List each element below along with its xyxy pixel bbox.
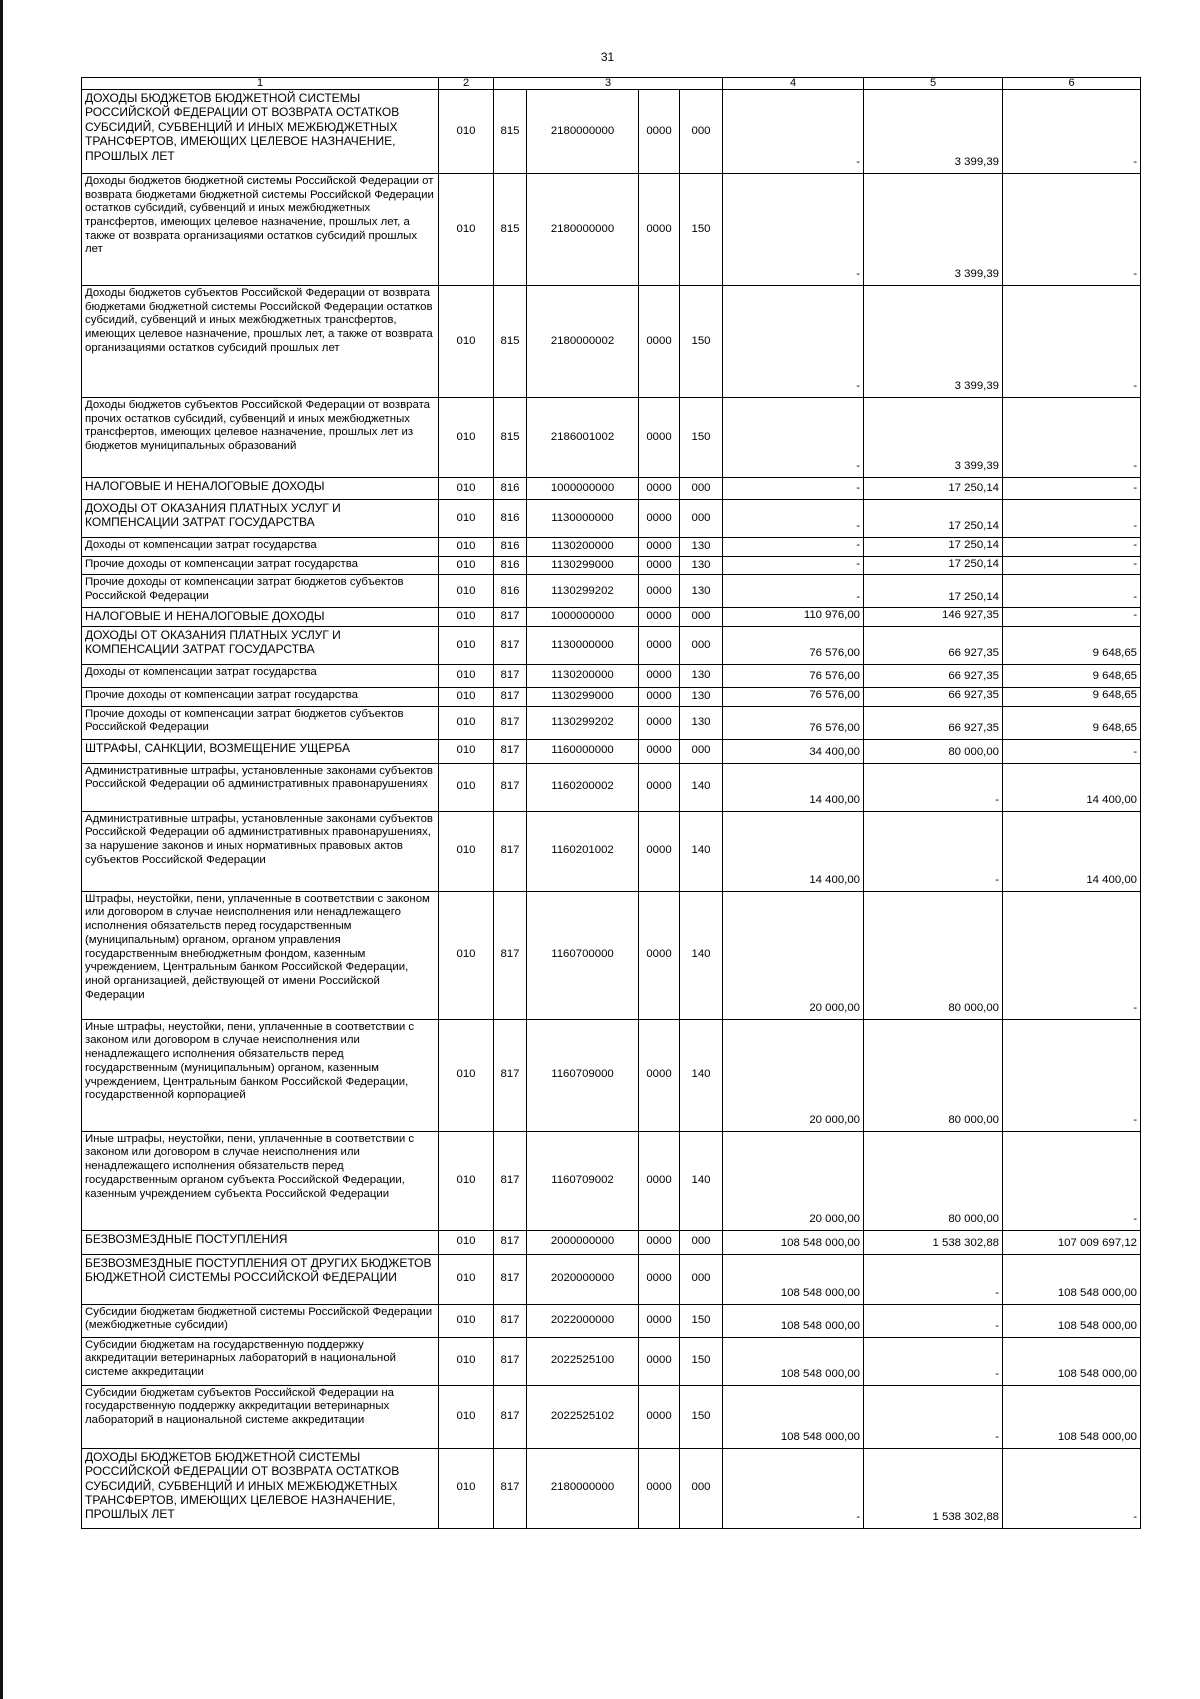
row-col3-d: 150: [680, 398, 723, 478]
row-col2: 010: [439, 1131, 494, 1230]
row-col3-b: 1160201002: [527, 811, 639, 891]
row-value-col4: 110 976,00: [723, 608, 864, 627]
row-col3-d: 140: [680, 763, 723, 811]
row-col3-b: 1160200002: [527, 763, 639, 811]
row-col3-b: 2180000002: [527, 286, 639, 398]
row-name: БЕЗВОЗМЕЗДНЫЕ ПОСТУПЛЕНИЯ: [82, 1230, 439, 1254]
row-value-col6: 108 548 000,00: [1003, 1304, 1141, 1337]
row-col3-a: 817: [494, 763, 527, 811]
scan-left-edge: [0, 0, 3, 1699]
row-value-col6: 9 648,65: [1003, 627, 1141, 665]
row-col2: 010: [439, 1304, 494, 1337]
row-col3-c: 0000: [639, 575, 680, 608]
row-col3-a: 817: [494, 627, 527, 665]
row-value-col5: -: [864, 1385, 1003, 1448]
row-col3-b: 1130299202: [527, 575, 639, 608]
row-col3-c: 0000: [639, 1019, 680, 1131]
row-col3-c: 0000: [639, 1254, 680, 1304]
row-value-col6: 107 009 697,12: [1003, 1230, 1141, 1254]
header-col-6: 6: [1003, 78, 1141, 90]
row-name: ШТРАФЫ, САНКЦИИ, ВОЗМЕЩЕНИЕ УЩЕРБА: [82, 739, 439, 763]
row-value-col6: -: [1003, 1019, 1141, 1131]
row-col3-c: 0000: [639, 500, 680, 538]
row-value-col4: 20 000,00: [723, 1019, 864, 1131]
row-col3-b: 1130299000: [527, 556, 639, 575]
row-value-col4: -: [723, 538, 864, 557]
row-name: Доходы бюджетов субъектов Российской Федерации от возврата бюджетами бюджетной системы Российской Федерации остатков субсидий, субвенций и иных межбюджетных трансфертов, имеющих целевое назначение, прошлых лет, а также от возврата организациями остатков субсидий прошлых лет: [82, 286, 439, 398]
row-col3-b: 2180000000: [527, 90, 639, 174]
row-value-col5: 66 927,35: [864, 688, 1003, 707]
page-number: 31: [600, 50, 615, 64]
revenue-table: [81, 77, 1141, 1529]
row-value-col4: 108 548 000,00: [723, 1254, 864, 1304]
row-col3-b: 1130299202: [527, 706, 639, 739]
row-name: ДОХОДЫ ОТ ОКАЗАНИЯ ПЛАТНЫХ УСЛУГ И КОМПЕНСАЦИИ ЗАТРАТ ГОСУДАРСТВА: [82, 500, 439, 538]
table-row: [82, 627, 1141, 665]
table-row: [82, 1385, 1141, 1448]
row-col3-b: 2022525100: [527, 1337, 639, 1385]
row-value-col6: 14 400,00: [1003, 811, 1141, 891]
row-col3-d: 140: [680, 811, 723, 891]
row-col2: 010: [439, 556, 494, 575]
row-name: Прочие доходы от компенсации затрат государства: [82, 688, 439, 707]
table-row: [82, 891, 1141, 1019]
row-col2: 010: [439, 739, 494, 763]
row-col3-d: 140: [680, 1131, 723, 1230]
row-value-col5: 17 250,14: [864, 575, 1003, 608]
row-value-col6: -: [1003, 575, 1141, 608]
row-value-col6: 108 548 000,00: [1003, 1337, 1141, 1385]
table-row: [82, 665, 1141, 688]
row-name: Доходы бюджетов бюджетной системы Российской Федерации от возврата бюджетами бюджетной системы Российской Федерации остатков субсидий, субвенций и иных межбюджетных трансфертов, имеющих целевое назначение, прошлых лет, а также от возврата организациями остатков субсидий прошлых лет: [82, 174, 439, 286]
row-value-col4: 20 000,00: [723, 891, 864, 1019]
row-value-col4: -: [723, 286, 864, 398]
row-col3-d: 000: [680, 608, 723, 627]
row-value-col6: -: [1003, 398, 1141, 478]
row-col3-d: 000: [680, 1448, 723, 1528]
row-col3-d: 150: [680, 1337, 723, 1385]
row-value-col5: 3 399,39: [864, 286, 1003, 398]
row-col3-b: 1000000000: [527, 608, 639, 627]
row-col2: 010: [439, 286, 494, 398]
row-col3-c: 0000: [639, 286, 680, 398]
row-value-col4: 108 548 000,00: [723, 1385, 864, 1448]
table-row: [82, 763, 1141, 811]
row-col3-b: 1130299000: [527, 688, 639, 707]
table-row: [82, 1337, 1141, 1385]
row-value-col6: -: [1003, 90, 1141, 174]
row-col2: 010: [439, 891, 494, 1019]
row-col3-d: 000: [680, 500, 723, 538]
row-col3-a: 817: [494, 1448, 527, 1528]
row-col3-c: 0000: [639, 688, 680, 707]
row-name: Доходы от компенсации затрат государства: [82, 538, 439, 557]
row-value-col5: 80 000,00: [864, 891, 1003, 1019]
row-value-col4: -: [723, 478, 864, 500]
table-row: [82, 1448, 1141, 1528]
row-value-col4: 76 576,00: [723, 627, 864, 665]
row-value-col5: 66 927,35: [864, 665, 1003, 688]
row-col3-a: 817: [494, 1337, 527, 1385]
row-col3-a: 817: [494, 739, 527, 763]
row-col3-d: 000: [680, 90, 723, 174]
row-col3-c: 0000: [639, 90, 680, 174]
row-col3-c: 0000: [639, 608, 680, 627]
table-row: [82, 575, 1141, 608]
row-col3-b: 2020000000: [527, 1254, 639, 1304]
row-col3-c: 0000: [639, 1337, 680, 1385]
row-col2: 010: [439, 174, 494, 286]
row-col3-a: 816: [494, 556, 527, 575]
row-col3-d: 000: [680, 478, 723, 500]
row-value-col5: -: [864, 763, 1003, 811]
row-col3-c: 0000: [639, 665, 680, 688]
row-value-col4: -: [723, 500, 864, 538]
table-header-row: [82, 78, 1141, 90]
header-col-5: 5: [864, 78, 1003, 90]
table-row: [82, 174, 1141, 286]
row-col3-d: 130: [680, 538, 723, 557]
row-col3-d: 150: [680, 174, 723, 286]
row-value-col5: 80 000,00: [864, 1131, 1003, 1230]
row-col3-b: 1130200000: [527, 665, 639, 688]
row-col3-b: 2022000000: [527, 1304, 639, 1337]
row-value-col6: -: [1003, 478, 1141, 500]
row-col2: 010: [439, 811, 494, 891]
table-row: [82, 90, 1141, 174]
row-value-col4: 76 576,00: [723, 688, 864, 707]
row-name: Административные штрафы, установленные законами субъектов Российской Федерации об административных правонарушениях, за нарушение законов и иных нормативных правовых актов субъектов Российской Федерации: [82, 811, 439, 891]
row-value-col6: -: [1003, 891, 1141, 1019]
table-row: [82, 706, 1141, 739]
row-col3-a: 816: [494, 538, 527, 557]
row-col3-d: 130: [680, 575, 723, 608]
row-value-col4: 108 548 000,00: [723, 1230, 864, 1254]
row-value-col5: 1 538 302,88: [864, 1230, 1003, 1254]
row-col3-a: 817: [494, 1019, 527, 1131]
row-col3-c: 0000: [639, 706, 680, 739]
row-value-col5: 17 250,14: [864, 556, 1003, 575]
row-name: ДОХОДЫ БЮДЖЕТОВ БЮДЖЕТНОЙ СИСТЕМЫ РОССИЙСКОЙ ФЕДЕРАЦИИ ОТ ВОЗВРАТА ОСТАТКОВ СУБСИДИЙ, СУБВЕНЦИЙ И ИНЫХ МЕЖБЮДЖЕТНЫХ ТРАНСФЕРТОВ, ИМЕЮЩИХ ЦЕЛЕВОЕ НАЗНАЧЕНИЕ, ПРОШЛЫХ ЛЕТ: [82, 90, 439, 174]
row-col3-d: 150: [680, 286, 723, 398]
row-col3-c: 0000: [639, 538, 680, 557]
row-value-col6: -: [1003, 608, 1141, 627]
row-col3-a: 816: [494, 478, 527, 500]
row-col3-a: 815: [494, 398, 527, 478]
row-name: НАЛОГОВЫЕ И НЕНАЛОГОВЫЕ ДОХОДЫ: [82, 608, 439, 627]
table-row: [82, 1131, 1141, 1230]
row-col3-c: 0000: [639, 1304, 680, 1337]
row-value-col4: -: [723, 1448, 864, 1528]
row-col3-c: 0000: [639, 1385, 680, 1448]
row-col3-c: 0000: [639, 739, 680, 763]
table-row: [82, 688, 1141, 707]
row-name: Иные штрафы, неустойки, пени, уплаченные в соответствии с законом или договором в случае неисполнения или ненадлежащего исполнения обязательств перед государственным органом субъекта Российской Федерации, казенным учреждением субъекта Российской Федерации: [82, 1131, 439, 1230]
header-col-3: 3: [494, 78, 723, 90]
row-name: Прочие доходы от компенсации затрат бюджетов субъектов Российской Федерации: [82, 706, 439, 739]
row-name: Доходы от компенсации затрат государства: [82, 665, 439, 688]
row-col3-c: 0000: [639, 763, 680, 811]
row-value-col6: 14 400,00: [1003, 763, 1141, 811]
table-row: [82, 500, 1141, 538]
row-col3-a: 817: [494, 608, 527, 627]
row-value-col4: 108 548 000,00: [723, 1304, 864, 1337]
row-col2: 010: [439, 478, 494, 500]
row-value-col6: -: [1003, 286, 1141, 398]
row-name: Прочие доходы от компенсации затрат государства: [82, 556, 439, 575]
row-col2: 010: [439, 575, 494, 608]
row-value-col5: -: [864, 1337, 1003, 1385]
row-name: ДОХОДЫ ОТ ОКАЗАНИЯ ПЛАТНЫХ УСЛУГ И КОМПЕНСАЦИИ ЗАТРАТ ГОСУДАРСТВА: [82, 627, 439, 665]
row-value-col5: 1 538 302,88: [864, 1448, 1003, 1528]
table-row: [82, 1304, 1141, 1337]
row-value-col6: 9 648,65: [1003, 706, 1141, 739]
row-col3-b: 2180000000: [527, 174, 639, 286]
row-value-col6: -: [1003, 739, 1141, 763]
row-col3-a: 817: [494, 1304, 527, 1337]
row-col3-a: 817: [494, 1254, 527, 1304]
row-value-col5: 80 000,00: [864, 739, 1003, 763]
row-col2: 010: [439, 688, 494, 707]
table-row: [82, 1019, 1141, 1131]
row-col3-a: 817: [494, 706, 527, 739]
row-col3-d: 130: [680, 556, 723, 575]
row-name: Субсидии бюджетам бюджетной системы Российской Федерации (межбюджетные субсидии): [82, 1304, 439, 1337]
row-value-col6: 108 548 000,00: [1003, 1385, 1141, 1448]
table-body: [82, 90, 1141, 1529]
row-value-col4: 76 576,00: [723, 665, 864, 688]
row-name: Прочие доходы от компенсации затрат бюджетов субъектов Российской Федерации: [82, 575, 439, 608]
row-col3-d: 150: [680, 1385, 723, 1448]
row-col2: 010: [439, 1019, 494, 1131]
row-col3-a: 817: [494, 1230, 527, 1254]
row-value-col6: -: [1003, 556, 1141, 575]
row-value-col5: 80 000,00: [864, 1019, 1003, 1131]
row-col2: 010: [439, 1448, 494, 1528]
table-row: [82, 556, 1141, 575]
row-col2: 010: [439, 665, 494, 688]
row-col3-d: 130: [680, 706, 723, 739]
row-value-col6: 9 648,65: [1003, 688, 1141, 707]
row-col3-d: 000: [680, 739, 723, 763]
row-value-col4: -: [723, 398, 864, 478]
row-col2: 010: [439, 538, 494, 557]
row-col3-d: 130: [680, 688, 723, 707]
row-col2: 010: [439, 90, 494, 174]
row-col3-b: 1160709002: [527, 1131, 639, 1230]
row-value-col4: 34 400,00: [723, 739, 864, 763]
table-row: [82, 811, 1141, 891]
row-col3-c: 0000: [639, 1230, 680, 1254]
row-col3-a: 817: [494, 891, 527, 1019]
row-col3-d: 150: [680, 1304, 723, 1337]
row-col3-a: 817: [494, 1385, 527, 1448]
row-value-col6: -: [1003, 174, 1141, 286]
row-col3-b: 2000000000: [527, 1230, 639, 1254]
row-value-col4: -: [723, 174, 864, 286]
row-col3-c: 0000: [639, 478, 680, 500]
row-col3-b: 2186001002: [527, 398, 639, 478]
row-value-col4: 14 400,00: [723, 763, 864, 811]
table-row: [82, 398, 1141, 478]
row-value-col4: -: [723, 575, 864, 608]
row-col3-c: 0000: [639, 174, 680, 286]
row-col3-b: 1130000000: [527, 500, 639, 538]
row-col3-d: 140: [680, 891, 723, 1019]
row-col3-a: 816: [494, 575, 527, 608]
row-name: Доходы бюджетов субъектов Российской Федерации от возврата прочих остатков субсидий, субвенций и иных межбюджетных трансфертов, имеющих целевое назначение, прошлых лет из бюджетов муниципальных образований: [82, 398, 439, 478]
row-value-col6: -: [1003, 1448, 1141, 1528]
table-row: [82, 1254, 1141, 1304]
row-name: Административные штрафы, установленные законами субъектов Российской Федерации об административных правонарушениях: [82, 763, 439, 811]
row-value-col5: -: [864, 1304, 1003, 1337]
row-col2: 010: [439, 398, 494, 478]
row-name: Иные штрафы, неустойки, пени, уплаченные в соответствии с законом или договором в случае неисполнения или ненадлежащего исполнения обязательств перед государственным (муниципальным) органом, казенным учреждением, Центральным банком Российской Федерации, государственной корпорацией: [82, 1019, 439, 1131]
row-col3-a: 816: [494, 500, 527, 538]
row-col3-d: 000: [680, 1230, 723, 1254]
row-value-col6: -: [1003, 1131, 1141, 1230]
row-name: НАЛОГОВЫЕ И НЕНАЛОГОВЫЕ ДОХОДЫ: [82, 478, 439, 500]
row-col3-c: 0000: [639, 1131, 680, 1230]
row-value-col5: 3 399,39: [864, 90, 1003, 174]
row-col3-b: 2022525102: [527, 1385, 639, 1448]
row-value-col5: 66 927,35: [864, 627, 1003, 665]
row-value-col6: -: [1003, 538, 1141, 557]
row-col3-a: 817: [494, 665, 527, 688]
row-value-col5: -: [864, 811, 1003, 891]
table-row: [82, 739, 1141, 763]
row-col3-a: 817: [494, 1131, 527, 1230]
header-col-1: 1: [82, 78, 439, 90]
table-row: [82, 608, 1141, 627]
row-col3-a: 815: [494, 174, 527, 286]
row-value-col5: 3 399,39: [864, 398, 1003, 478]
row-col2: 010: [439, 706, 494, 739]
row-value-col5: 3 399,39: [864, 174, 1003, 286]
row-name: ДОХОДЫ БЮДЖЕТОВ БЮДЖЕТНОЙ СИСТЕМЫ РОССИЙСКОЙ ФЕДЕРАЦИИ ОТ ВОЗВРАТА ОСТАТКОВ СУБСИДИЙ, СУБВЕНЦИЙ И ИНЫХ МЕЖБЮДЖЕТНЫХ ТРАНСФЕРТОВ, ИМЕЮЩИХ ЦЕЛЕВОЕ НАЗНАЧЕНИЕ, ПРОШЛЫХ ЛЕТ: [82, 1448, 439, 1528]
row-value-col5: 17 250,14: [864, 478, 1003, 500]
row-value-col6: 9 648,65: [1003, 665, 1141, 688]
row-col3-c: 0000: [639, 1448, 680, 1528]
row-name: БЕЗВОЗМЕЗДНЫЕ ПОСТУПЛЕНИЯ ОТ ДРУГИХ БЮДЖЕТОВ БЮДЖЕТНОЙ СИСТЕМЫ РОССИЙСКОЙ ФЕДЕРАЦИИ: [82, 1254, 439, 1304]
row-col3-b: 1160700000: [527, 891, 639, 1019]
row-col2: 010: [439, 1385, 494, 1448]
row-col3-a: 817: [494, 688, 527, 707]
row-col2: 010: [439, 1337, 494, 1385]
row-value-col4: 14 400,00: [723, 811, 864, 891]
row-col3-b: 1130000000: [527, 627, 639, 665]
row-value-col6: -: [1003, 500, 1141, 538]
header-col-2: 2: [439, 78, 494, 90]
row-col3-b: 2180000000: [527, 1448, 639, 1528]
row-value-col5: 146 927,35: [864, 608, 1003, 627]
row-col3-a: 817: [494, 811, 527, 891]
row-col2: 010: [439, 763, 494, 811]
row-value-col5: 17 250,14: [864, 500, 1003, 538]
row-col3-b: 1160000000: [527, 739, 639, 763]
row-name: Субсидии бюджетам субъектов Российской Федерации на государственную поддержку аккредитации ветеринарных лабораторий в национальной системе аккредитации: [82, 1385, 439, 1448]
table-row: [82, 1230, 1141, 1254]
row-value-col4: 76 576,00: [723, 706, 864, 739]
row-col3-c: 0000: [639, 627, 680, 665]
row-col3-a: 815: [494, 90, 527, 174]
row-col2: 010: [439, 608, 494, 627]
row-col2: 010: [439, 500, 494, 538]
row-value-col4: -: [723, 90, 864, 174]
row-col3-c: 0000: [639, 398, 680, 478]
row-col3-b: 1160709000: [527, 1019, 639, 1131]
row-col3-a: 815: [494, 286, 527, 398]
row-col2: 010: [439, 1230, 494, 1254]
row-value-col6: 108 548 000,00: [1003, 1254, 1141, 1304]
row-col3-c: 0000: [639, 891, 680, 1019]
row-value-col5: -: [864, 1254, 1003, 1304]
row-col2: 010: [439, 1254, 494, 1304]
row-value-col4: -: [723, 556, 864, 575]
header-col-4: 4: [723, 78, 864, 90]
row-col3-d: 000: [680, 1254, 723, 1304]
row-col3-d: 140: [680, 1019, 723, 1131]
row-name: Штрафы, неустойки, пени, уплаченные в соответствии с законом или договором в случае неисполнения или ненадлежащего исполнения обязательств перед государственным (муниципальным) органом, органом управления государственным внебюджетным фондом, казенным учреждением, Центральным банком Российской Федерации, иной организацией, действующей от имени Российской Федерации: [82, 891, 439, 1019]
row-value-col4: 20 000,00: [723, 1131, 864, 1230]
row-value-col5: 66 927,35: [864, 706, 1003, 739]
row-col3-d: 000: [680, 627, 723, 665]
row-value-col5: 17 250,14: [864, 538, 1003, 557]
row-col2: 010: [439, 627, 494, 665]
row-col3-c: 0000: [639, 811, 680, 891]
row-col3-b: 1000000000: [527, 478, 639, 500]
row-col3-c: 0000: [639, 556, 680, 575]
row-col3-d: 130: [680, 665, 723, 688]
row-col3-b: 1130200000: [527, 538, 639, 557]
table-row: [82, 538, 1141, 557]
table-row: [82, 478, 1141, 500]
table-row: [82, 286, 1141, 398]
row-name: Субсидии бюджетам на государственную поддержку аккредитации ветеринарных лабораторий в национальной системе аккредитации: [82, 1337, 439, 1385]
row-value-col4: 108 548 000,00: [723, 1337, 864, 1385]
